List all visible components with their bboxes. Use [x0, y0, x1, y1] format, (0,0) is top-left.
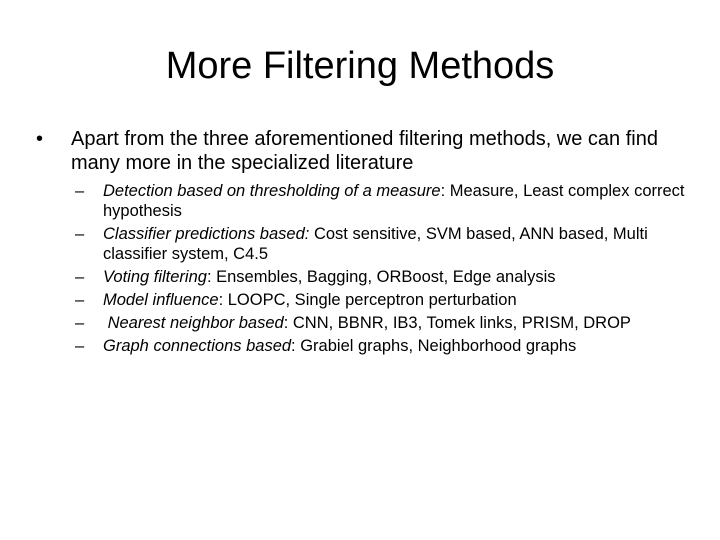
sub-bullet-category: Nearest neighbor based: [103, 314, 284, 332]
sub-bullet-item: [75, 224, 685, 264]
sub-bullet-marker: –: [75, 225, 85, 243]
sub-bullet-category: Voting filtering: [103, 268, 207, 286]
main-bullet-text: Apart from the three aforementioned filtering methods, we can find many more in the specialized literature: [71, 128, 658, 174]
sub-bullet-item: [75, 313, 685, 333]
sub-bullet-category: Classifier predictions based:: [103, 225, 310, 243]
sub-bullet-separator: :: [291, 337, 301, 355]
sub-bullet-items: Cost sensitive, SVM based, ANN based, Multi classifier system, C4.5: [103, 225, 648, 263]
sub-bullet-category: Detection based on thresholding of a measure: [103, 182, 441, 200]
sub-bullet-separator: :: [206, 268, 217, 286]
sub-bullet-category: Model influence: [103, 291, 219, 309]
sub-bullet-marker: –: [75, 337, 85, 355]
sub-bullet-items: LOOPC, Single perceptron perturbation: [227, 291, 517, 309]
sub-bullet-item: [75, 290, 685, 310]
sub-bullet-marker: –: [75, 291, 85, 309]
sub-bullet-items: Measure, Least complex correct hypothesis: [103, 182, 685, 220]
sub-bullet-category: Graph connections based: [103, 337, 292, 355]
sub-bullet-items: CNN, BBNR, IB3, Tomek links, PRISM, DROP: [292, 314, 631, 332]
sub-bullet-marker: –: [75, 182, 85, 200]
sub-bullet-items: Ensembles, Bagging, ORBoost, Edge analysis: [216, 268, 556, 286]
sub-bullet-item: [75, 336, 685, 356]
sub-bullet-separator: :: [440, 182, 450, 200]
sub-bullet-separator: :: [283, 314, 293, 332]
bullet-marker: •: [36, 128, 44, 150]
main-bullet: [36, 127, 686, 175]
sub-bullet-list: [75, 181, 685, 359]
sub-bullet-separator: :: [218, 291, 228, 309]
sub-bullet-items: Grabiel graphs, Neighborhood graphs: [300, 337, 577, 355]
sub-bullet-item: [75, 181, 685, 221]
slide-title: More Filtering Methods: [165, 45, 555, 87]
sub-bullet-item: [75, 267, 685, 287]
sub-bullet-marker: –: [75, 268, 85, 286]
sub-bullet-marker: –: [75, 314, 85, 332]
